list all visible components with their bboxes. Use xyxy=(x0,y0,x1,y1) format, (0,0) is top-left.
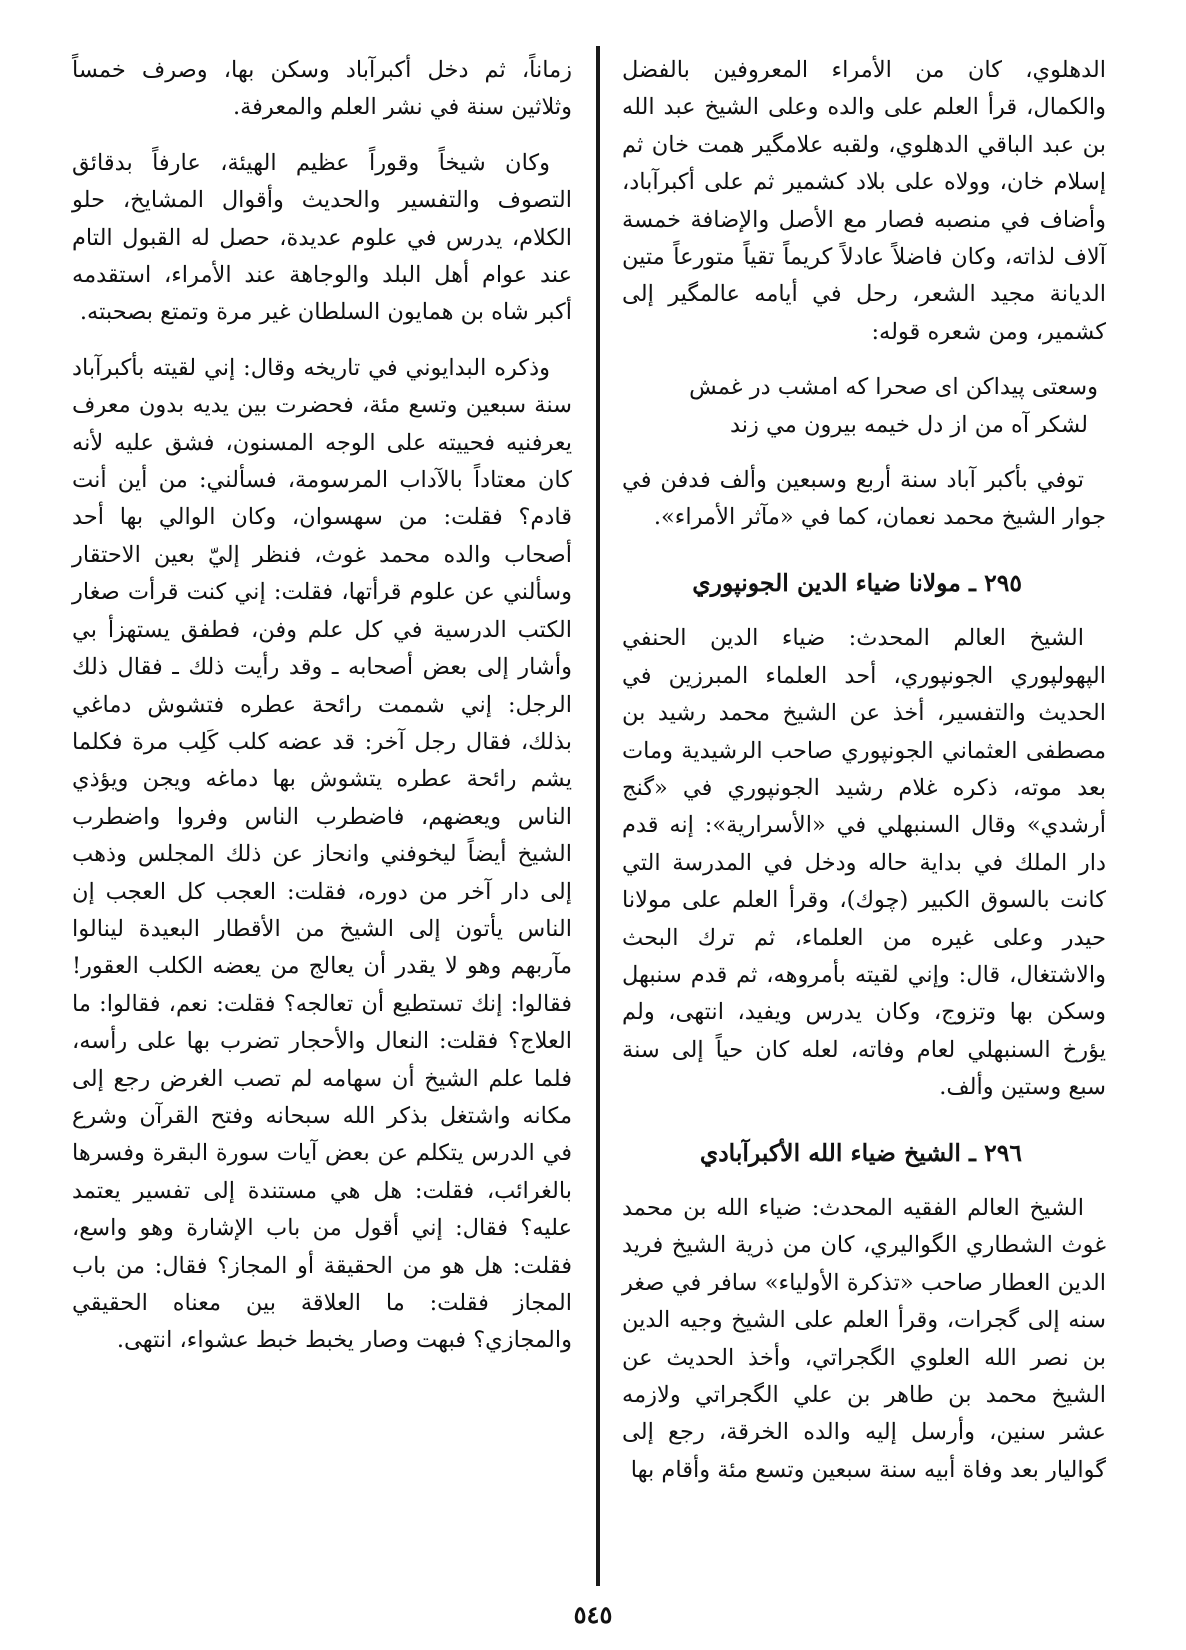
intro-paragraph: الدهلوي، كان من الأمراء المعروفين بالفضل والكمال، قرأ العلم على والده وعلى الشيخ عبد الله بن عبد الباقي الدهلوي، ولقبه علامگير همت خان ثم إسلام خان، وولاه على بلاد كشمير ثم على أكبرآباد، وأضاف في منصبه فصار مع الأصل والإضافة خمسة آلاف لذاته، وكان فاضلاً عادلاً كريماً تقياً متورعاً متين الديانة مجيد الشعر، رحل في أيامه عالمگير إلى كشمير، ومن شعره قوله: xyxy=(622,57,1106,345)
poem-line-1: وسعتى پيداكن اى صحرا كه امشب در غمش xyxy=(689,374,1098,401)
entry-295-text: الشيخ العالم المحدث: ضياء الدين الحنفي الپهولپوري الجونپوري، أحد العلماء المبرزين في الحديث والتفسير، أخذ عن الشيخ محمد رشيد بن مصطفى العثماني الجونپوري صاحب الرشيدية ومات بعد موته، ذكره غلام رشيد الجونپوري في «گنج أرشدي» وقال السنبهلي في «الأسرارية»: إنه قدم دار الملك في بداية حاله ودخل في المدرسة التي كانت بالسوق الكبير (چوك)، وقرأ العلم على مولانا حيدر وعلى غيره من العلماء، ثم ترك البحث والاشتغال، قال: وإني لقيته بأمروهه، ثم قدم سنبهل وسكن بها وتزوج، وكان يدرس ويفيد، انتهى، ولم يؤرخ السنبهلي لعام وفاته، لعله كان حياً إلى سنة سبع وستين وألف. xyxy=(622,625,1106,1101)
poem-line-2: لشكر آه من از دل خيمه بيرون مي زند xyxy=(729,411,1088,438)
left-column xyxy=(72,52,572,1360)
entry-296-text: الشيخ العالم الفقيه المحدث: ضياء الله بن محمد غوث الشطاري الگواليري، كان من ذرية الشيخ فريد الدين العطار صاحب «تذكرة الأولياء» سافر في صغر سنه إلى گجرات، وقرأ العلم على الشيخ وجيه الدين بن نصر الله العلوي الگجراتي، وأخذ الحديث عن الشيخ محمد بن طاهر بن علي الگجراتي ولازمه عشر سنين، وأرسل إليه والده الخرقة، رجع إلى گواليار بعد وفاة أبيه سنة سبعين وتسع مئة وأقام بها xyxy=(622,1194,1106,1483)
entry-296-heading: ٢٩٦ ـ الشيخ ضياء الله الأكبرآبادي xyxy=(699,1138,1022,1167)
death-paragraph: توفي بأكبر آباد سنة أربع وسبعين وألف فدفن في جوار الشيخ محمد نعمان، كما في «مآثر الأمراء». xyxy=(622,467,1106,531)
column-divider xyxy=(596,46,600,1586)
right-column xyxy=(622,52,1106,1489)
left-paragraph-2: وكان شيخاً وقوراً عظيم الهيئة، عارفاً بدقائق التصوف والتفسير والحديث وأقوال المشايخ، حلو الكلام، يدرس في علوم عديدة، حصل له القبول التام عند عوام أهل البلد والوجاهة عند الأمراء، استقدمه أكبر شاه بن همايون السلطان غير مرة وتمتع بصحبته. xyxy=(72,149,572,326)
page-number: ٥٤٥ xyxy=(573,1600,613,1629)
left-paragraph-1: زماناً، ثم دخل أكبرآباد وسكن بها، وصرف خمساً وثلاثين سنة في نشر العلم والمعرفة. xyxy=(72,57,572,121)
left-paragraph-3: وذكره البدايوني في تاريخه وقال: إني لقيته بأكبرآباد سنة سبعين وتسع مئة، فحضرت بين يديه بدون معرف يعرفنيه فحييته على الوجه المسنون، فشق عليه لأنه كان معتاداً بالآداب المرسومة، فسألني: من أين أنت قادم؟ فقلت: من سهسوان، وكان الوالي بها أحد أصحاب والده محمد غوث، فنظر إليّ بعين الاحتقار وسألني عن علوم قرأتها، فقلت: إني كنت قرأت صغار الكتب الدرسية في كل علم وفن، فطفق يستهزأ بي وأشار إلى بعض أصحابه ـ وقد رأيت ذلك ـ فقال ذلك الرجل: إني شممت رائحة عطره فتشوش دماغي بذلك، فقال رجل آخر: قد عضه كلب كَلِب مرة فكلما يشم رائحة عطره يتشوش بها دماغه ويجن ويؤذي الناس ويعضهم، فاضطرب الناس وفروا واضطرب الشيخ أيضاً ليخوفني وانحاز عن ذلك المجلس وذهب إلى دار آخر من دوره، فقلت: العجب كل العجب إن الناس يأتون إلى الشيخ من الأقطار البعيدة لينالوا مآربهم وهو لا يقدر أن يعالج من يعضه الكلب العقور! فقالوا: إنك تستطيع أن تعالجه؟ فقلت: نعم، فقالوا: ما العلاج؟ فقلت: النعال والأحجار تضرب بها على رأسه، فلما علم الشيخ أن سهامه لم تصب الغرض رجع إلى مكانه واشتغل بذكر الله سبحانه وفتح القرآن وشرع في الدرس يتكلم عن بعض آيات سورة البقرة وفسرها بالغرائب، فقلت: هل هي مستندة إلى تفسير يعتمد عليه؟ فقال: إني أقول من باب الإشارة وهو واسع، فقلت: هل هو من الحقيقة أو المجاز؟ فقال: من باب المجاز فقلت: ما العلاقة بين معناه الحقيقي والمجازي؟ فبهت وصار يخبط خبط عشواء، انتهى. xyxy=(72,354,572,1354)
entry-295-heading: ٢٩٥ ـ مولانا ضياء الدين الجونپوري xyxy=(692,568,1022,597)
poem-verse xyxy=(622,369,1106,444)
